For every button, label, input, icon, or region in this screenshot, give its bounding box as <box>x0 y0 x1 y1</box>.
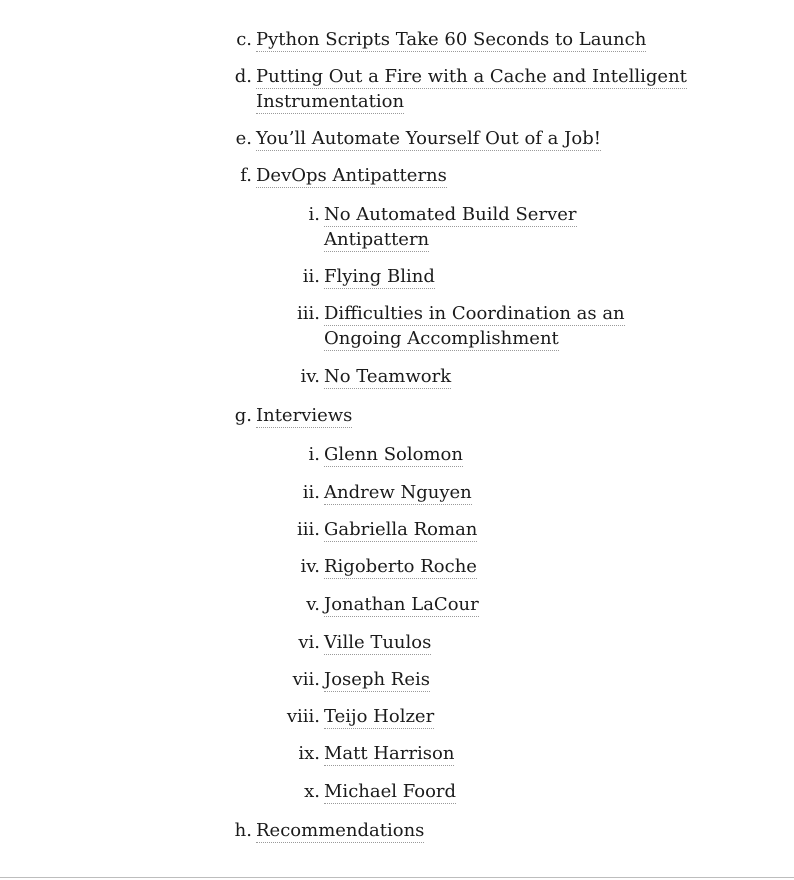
toc-subitem-number: iv. <box>300 556 320 577</box>
toc-subitem-number: x. <box>304 781 320 802</box>
toc-subitem-link[interactable]: No Teamwork <box>324 366 452 387</box>
toc-subitem-number: iii. <box>297 303 320 324</box>
toc-subitem-link[interactable]: Ville Tuulos <box>324 632 432 653</box>
toc-subitem-link[interactable]: Joseph Reis <box>324 669 430 690</box>
toc-subitem-link[interactable]: Jonathan LaCour <box>324 594 479 615</box>
toc-item-link-continued[interactable]: Instrumentation <box>256 91 405 112</box>
toc-item-link[interactable]: Putting Out a Fire with a Cache and Intelligent <box>256 66 687 87</box>
toc-subitem-link-continued[interactable]: Antipattern <box>324 229 430 250</box>
toc-subitem-link[interactable]: Michael Foord <box>324 781 457 802</box>
toc-subitem-number: vi. <box>298 632 320 653</box>
toc-subitem-number: viii. <box>286 706 320 727</box>
toc-subitem-number: i. <box>308 444 320 465</box>
toc-subitem-number: ix. <box>298 743 320 764</box>
toc-subitem-link[interactable]: Matt Harrison <box>324 743 455 764</box>
toc-item-number: g. <box>234 405 252 426</box>
toc-item-number: h. <box>234 820 252 841</box>
page-bottom-divider <box>0 877 794 878</box>
toc-item-number: c. <box>236 29 252 50</box>
toc-subitem-link[interactable]: No Automated Build Server <box>324 204 577 225</box>
toc-subitem-link[interactable]: Gabriella Roman <box>324 519 478 540</box>
toc-subitem-number: v. <box>306 594 320 615</box>
toc-item-number: d. <box>234 66 252 87</box>
toc-subitem-link[interactable]: Teijo Holzer <box>324 706 435 727</box>
toc-item-number: e. <box>235 128 252 149</box>
toc-subitem-link[interactable]: Difficulties in Coordination as an <box>324 303 625 324</box>
toc-item-link[interactable]: Recommendations <box>256 820 425 841</box>
toc-subitem-number: iii. <box>297 519 320 540</box>
toc-item-number: f. <box>240 165 252 186</box>
toc-subitem-number: iv. <box>300 366 320 387</box>
toc-subitem-link[interactable]: Flying Blind <box>324 266 435 287</box>
toc-item-link[interactable]: DevOps Antipatterns <box>256 165 447 186</box>
toc-subitem-link[interactable]: Rigoberto Roche <box>324 556 477 577</box>
toc-subitem-link-continued[interactable]: Ongoing Accomplishment <box>324 328 559 349</box>
toc-subitem-number: ii. <box>302 266 320 287</box>
toc-subitem-link[interactable]: Glenn Solomon <box>324 444 463 465</box>
toc-subitem-link[interactable]: Andrew Nguyen <box>324 482 472 503</box>
toc-subitem-number: ii. <box>302 482 320 503</box>
toc-item-link[interactable]: Python Scripts Take 60 Seconds to Launch <box>256 29 647 50</box>
toc-item-link[interactable]: Interviews <box>256 405 353 426</box>
toc-item-link[interactable]: You’ll Automate Yourself Out of a Job! <box>256 128 601 149</box>
toc-subitem-number: i. <box>308 204 320 225</box>
toc-subitem-number: vii. <box>292 669 320 690</box>
